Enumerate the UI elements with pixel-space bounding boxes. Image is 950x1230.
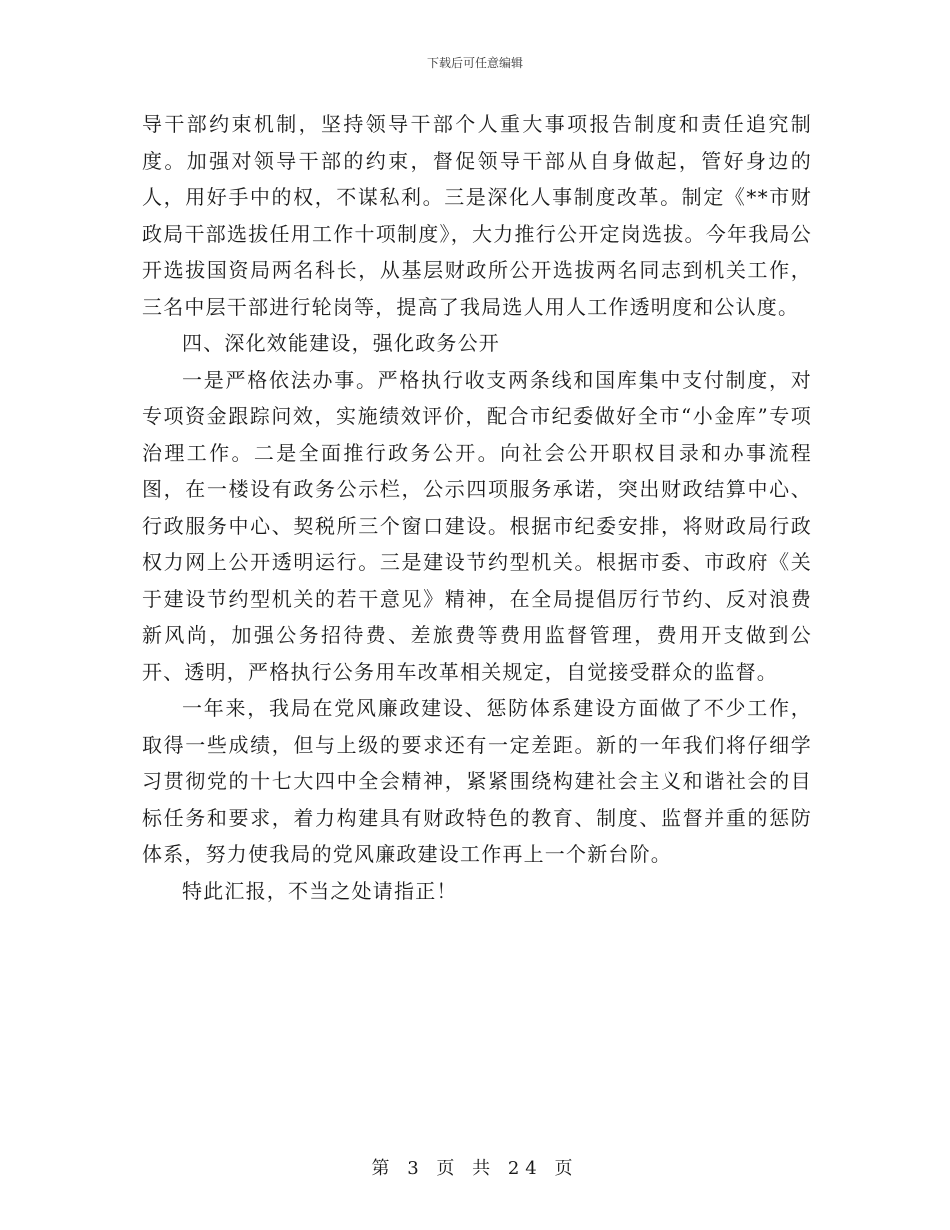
page-number: 第 3 页 共 24 页 <box>371 1158 579 1179</box>
paragraph-cadre-restraint: 导干部约束机制，坚持领导干部个人重大事项报告制度和责任追究制度。加强对领导干部的约束，督促领导干部从自身做起，管好身边的人，用好手中的权，不谋私利。三是深化人事制度改革。制定《**市财政局干部选拔任用工作十项制度》，大力推行公开定岗选拔。今年我局公开选拔国资局两名科长，从基层财政所公开选拔两名同志到机关工作，三名中层干部进行轮岗等，提高了我局选人用人工作透明度和公认度。 <box>142 112 812 319</box>
document-body <box>142 106 812 909</box>
section-heading-efficiency: 四、深化效能建设，强化政务公开 <box>182 331 500 355</box>
header-note: 下载后可任意编辑 <box>426 56 523 70</box>
paragraph-closing: 特此汇报，不当之处请指正！ <box>182 878 458 903</box>
paragraph-law-and-openness: 一是严格依法办事。严格执行收支两条线和国库集中支付制度，对专项资金跟踪问效，实施绩效评价，配合市纪委做好全市“小金库”专项治理工作。二是全面推行政务公开。向社会公开职权目录和办事流程图，在一楼设有政务公示栏，公示四项服务承诺，突出财政结算中心、行政服务中心、契税所三个窗口建设。根据市纪委安排，将财政局行政权力网上公开透明运行。三是建设节约型机关。根据市委、市政府《关于建设节约型机关的若干意见》精神，在全局提倡厉行节约、反对浪费新风尚，加强公务招待费、差旅费等费用监督管理，费用开支做到公开、透明，严格执行公务用车改革相关规定，自觉接受群众的监督。 <box>142 367 812 684</box>
paragraph-year-summary: 一年来，我局在党风廉政建设、惩防体系建设方面做了不少工作，取得一些成绩，但与上级的要求还有一定差距。新的一年我们将仔细学习贯彻党的十七大四中全会精神，紧紧围绕构建社会主义和谐社会的目标任务和要求，着力构建具有财政特色的教育、制度、监督并重的惩防体系，努力使我局的党风廉政建设工作再上一个新台阶。 <box>142 696 812 866</box>
